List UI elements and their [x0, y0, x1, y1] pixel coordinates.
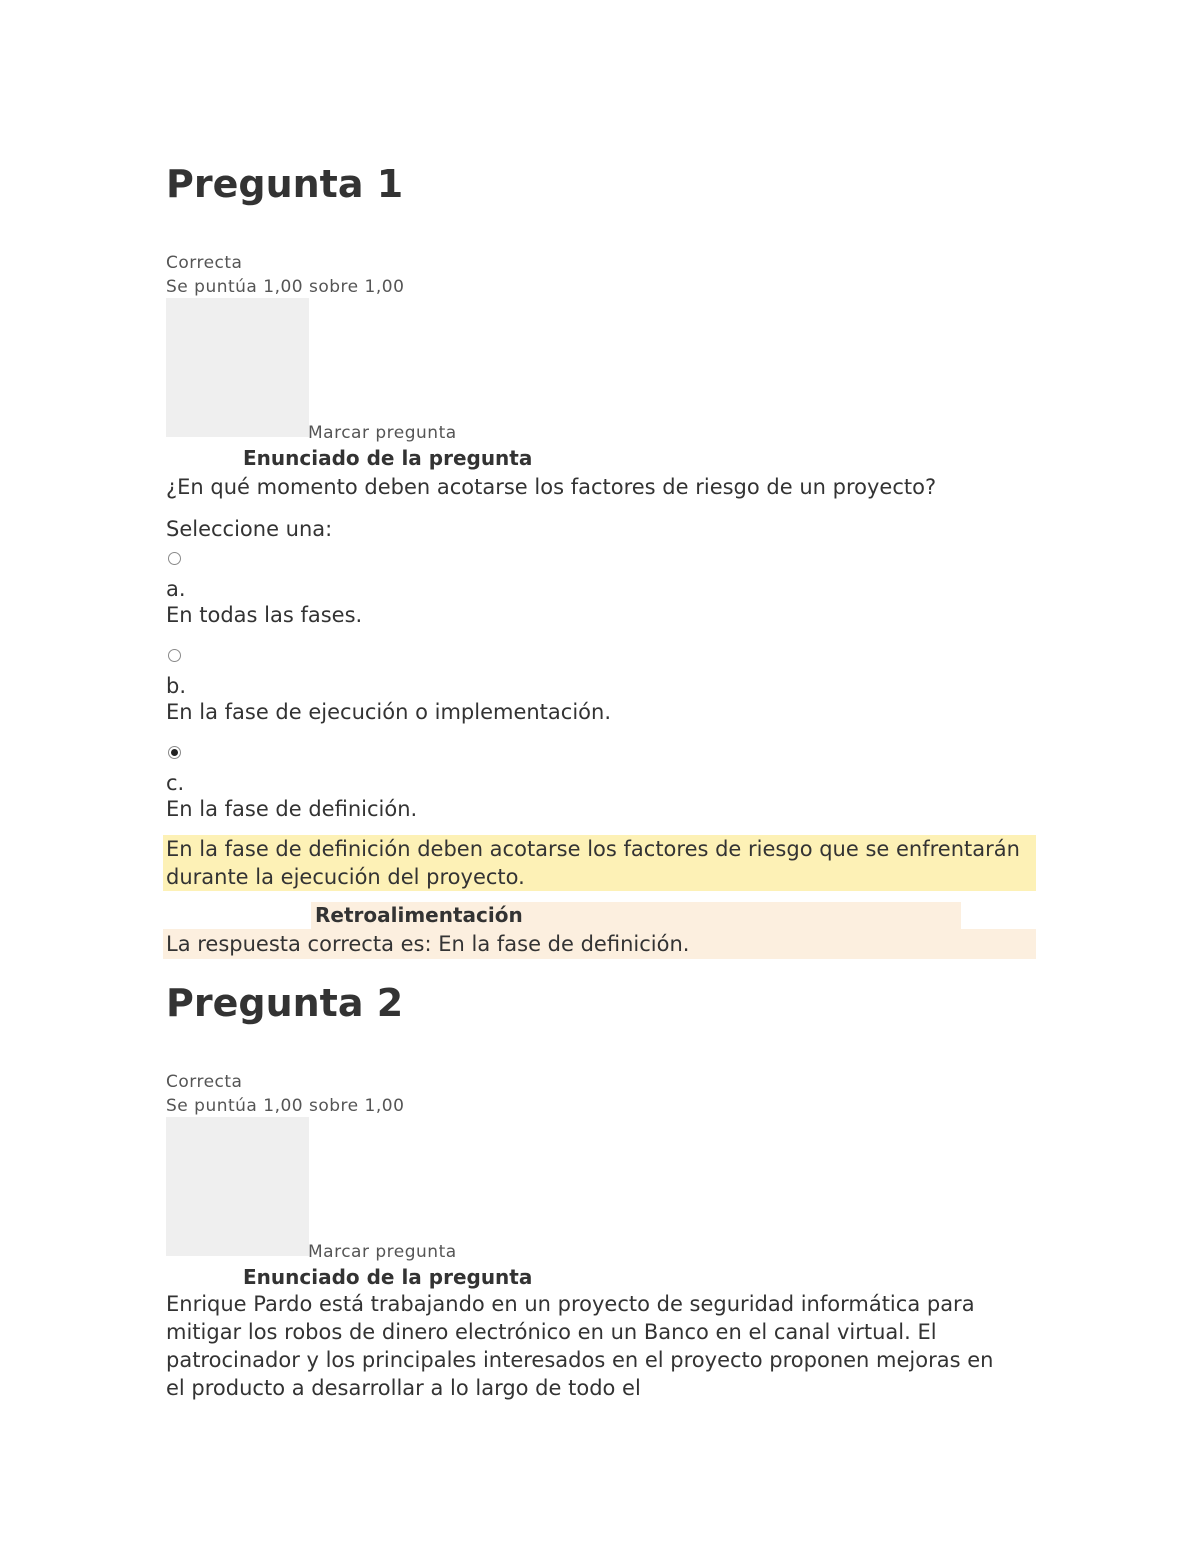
option-a-radio[interactable]: [168, 552, 181, 565]
option-a-letter: a.: [166, 577, 186, 601]
option-c-radio[interactable]: [168, 746, 181, 759]
option-b-letter: b.: [166, 674, 187, 698]
question-1-grade: Se puntúa 1,00 sobre 1,00: [166, 277, 405, 297]
flag-icon[interactable]: [166, 1117, 309, 1256]
general-feedback-box: [163, 929, 1036, 959]
question-2-state: Correcta: [166, 1072, 243, 1092]
question-1-statement-heading: Enunciado de la pregunta: [243, 446, 533, 470]
specific-feedback-text: En la fase de definición deben acotarse los factores de riesgo que se enfrentarán durante la ejecución del proyecto.: [166, 837, 1020, 889]
feedback-heading: Retroalimentación: [315, 903, 523, 927]
flag-icon[interactable]: [166, 298, 309, 437]
general-feedback-text: La respuesta correcta es: En la fase de definición.: [166, 932, 690, 956]
question-2-statement: Enrique Pardo está trabajando en un proyecto de seguridad informática para mitigar los robos de dinero electrónico en un Banco en el canal virtual. El patrocinador y los principales interesados en el proyecto proponen mejoras en el producto a desarrollar a lo largo de todo el: [166, 1292, 994, 1400]
option-c-letter: c.: [166, 771, 185, 795]
question-1-prompt: Seleccione una:: [166, 517, 333, 541]
option-b-text[interactable]: En la fase de ejecución o implementación.: [166, 700, 611, 724]
flag-question-link[interactable]: Marcar pregunta: [308, 423, 457, 443]
option-b-radio[interactable]: [168, 649, 181, 662]
option-a-text[interactable]: En todas las fases.: [166, 603, 363, 627]
flag-question-link[interactable]: Marcar pregunta: [308, 1242, 457, 1262]
question-2-grade: Se puntúa 1,00 sobre 1,00: [166, 1096, 405, 1116]
question-2-statement-heading: Enunciado de la pregunta: [243, 1265, 533, 1289]
option-c-text[interactable]: En la fase de definición.: [166, 797, 418, 821]
question-1-state: Correcta: [166, 253, 243, 273]
question-1-statement: ¿En qué momento deben acotarse los factores de riesgo de un proyecto?: [166, 475, 937, 499]
question-1-title: Pregunta 1: [166, 162, 404, 206]
question-2-title: Pregunta 2: [166, 981, 404, 1025]
feedback-heading-box: [311, 902, 961, 929]
specific-feedback-box: [163, 835, 1036, 891]
